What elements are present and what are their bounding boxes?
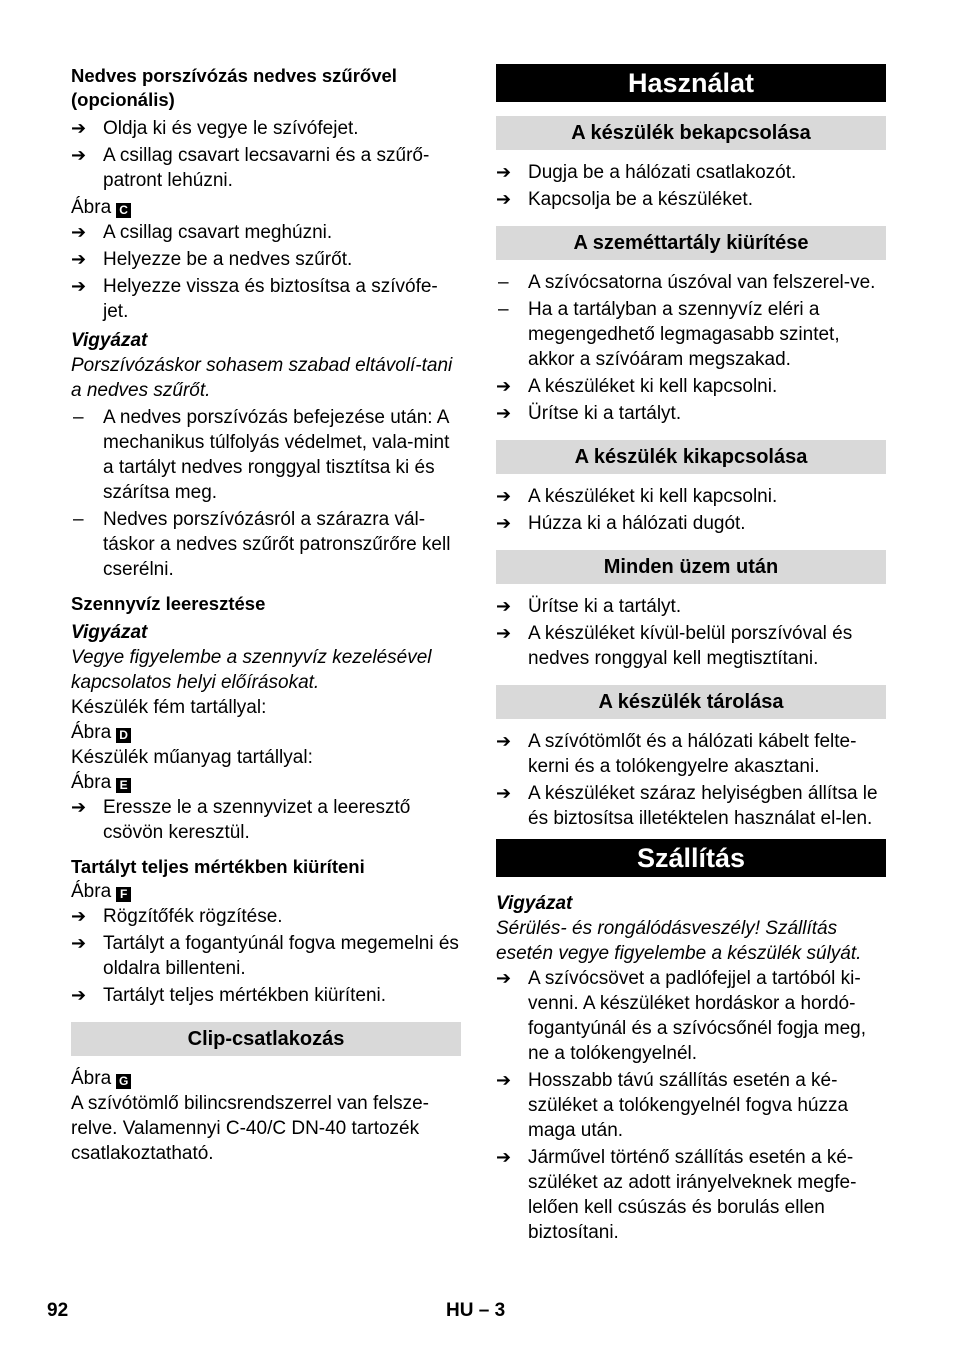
clip-heading: Clip-csatlakozás <box>71 1022 461 1056</box>
arrow-icon: ➔ <box>496 376 512 396</box>
list-item: ➔ Helyezze be a nedves szűrőt. <box>71 249 353 270</box>
arrow-icon: ➔ <box>496 486 512 506</box>
caution-text: Vegye figyelembe a szennyvíz kezelésével kapcsolatos helyi előírásokat. <box>71 647 432 693</box>
storage-heading: A készülék tárolása <box>496 685 886 719</box>
caution-label: Vigyázat <box>71 622 148 643</box>
arrow-icon: ➔ <box>496 1070 512 1090</box>
caution-text: Porszívózáskor sohasem szabad eltávolí-tani a nedves szűrőt. <box>71 355 453 401</box>
arrow-icon: ➔ <box>71 933 87 953</box>
list-item: ➔ A szívócsövet a padlófejjel a tartóból ki-venni. A készüléket hordáskor a hordó-fogantyúnál és a szívócsőnél fogja meg, ne a tolókengyelnél. <box>496 968 866 1064</box>
list-item: ➔ A készüléket ki kell kapcsolni. <box>496 376 778 397</box>
list-item: ➔ Húzza ki a hálózati dugót. <box>496 513 746 534</box>
arrow-icon: ➔ <box>496 596 512 616</box>
arrow-icon: ➔ <box>496 162 512 182</box>
metal-tank-text: Készülék fém tartállyal: <box>71 697 267 718</box>
list-item: ➔ Helyezze vissza és biztosítsa a szívófe-jet. <box>71 276 438 322</box>
figure-ref: Ábra G <box>71 1066 461 1091</box>
list-item: ➔ A készüléket ki kell kapcsolni. <box>496 486 778 507</box>
list-item: ➔ Járművel történő szállítás esetén a ké-szüléket az adott irányelveknek megfe-lelően kell csúszás és borulás ellen biztosítani. <box>496 1147 857 1243</box>
arrow-icon: ➔ <box>71 145 87 165</box>
list-item: ➔ Tartályt a fogantyúnál fogva megemelni és oldalra billenteni. <box>71 933 459 979</box>
page-number: 92 <box>47 1300 69 1321</box>
list-item: ➔ Oldja ki és vegye le szívófejet. <box>71 118 359 139</box>
arrow-icon: ➔ <box>496 513 512 533</box>
list-item: ➔ Ürítse ki a tartályt. <box>496 403 682 424</box>
dash-icon: – <box>73 509 84 530</box>
dash-icon: – <box>498 299 509 320</box>
right-column <box>496 64 886 1247</box>
left-column <box>71 64 461 1166</box>
use-section-title: Használat <box>496 64 886 102</box>
list-item: ➔ Hosszabb távú szállítás esetén a ké-szüléket a tolókengyelnél fogva húzza maga után. <box>496 1070 849 1141</box>
arrow-icon: ➔ <box>496 968 512 988</box>
transport-section-title: Szállítás <box>496 839 886 877</box>
after-operation-heading: Minden üzem után <box>496 550 886 584</box>
list-item: ➔ Ürítse ki a tartályt. <box>496 596 682 617</box>
list-item: ➔ A szívótömlőt és a hálózati kábelt felte-kerni és a tolókengyelre akasztani. <box>496 731 857 777</box>
arrow-icon: ➔ <box>496 403 512 423</box>
switch-on-heading: A készülék bekapcsolása <box>496 116 886 150</box>
caution-label: Vigyázat <box>496 893 573 914</box>
arrow-icon: ➔ <box>71 118 87 138</box>
arrow-icon: ➔ <box>71 985 87 1005</box>
list-item: ➔ A csillag csavart lecsavarni és a szűrő-patront lehúzni. <box>71 145 430 191</box>
arrow-icon: ➔ <box>71 797 87 817</box>
figure-ref: Ábra D <box>71 720 461 745</box>
list-item: – A szívócsatorna úszóval van felszerel-ve. <box>498 272 876 293</box>
drain-heading: Szennyvíz leeresztése <box>71 593 266 614</box>
caution-label: Vigyázat <box>71 330 148 351</box>
arrow-icon: ➔ <box>71 276 87 296</box>
list-item: ➔ Rögzítőfék rögzítése. <box>71 906 283 927</box>
arrow-icon: ➔ <box>496 731 512 751</box>
language-page-label: HU – 3 <box>446 1300 506 1321</box>
switch-off-heading: A készülék kikapcsolása <box>496 440 886 474</box>
figure-c-badge: C <box>116 203 131 218</box>
list-item: ➔ A csillag csavart meghúzni. <box>71 222 333 243</box>
list-item: ➔ Tartályt teljes mértékben kiüríteni. <box>71 985 387 1006</box>
list-item: ➔ A készüléket kívül-belül porszívóval és nedves ronggyal kell megtisztítani. <box>496 623 853 669</box>
plastic-tank-text: Készülék műanyag tartállyal: <box>71 747 313 768</box>
figure-g-badge: G <box>116 1074 131 1089</box>
list-item: ➔ Eressze le a szennyvizet a leeresztő csövön keresztül. <box>71 797 411 843</box>
arrow-icon: ➔ <box>71 906 87 926</box>
wet-filter-heading: Nedves porszívózás nedves szűrővel (opcionális) <box>71 65 397 110</box>
arrow-icon: ➔ <box>71 222 87 242</box>
list-item: – Ha a tartályban a szennyvíz eléri a megengedhető legmagasabb szintet, akkor a szívóáram megszakad. <box>498 299 840 370</box>
dash-icon: – <box>498 272 509 293</box>
list-item: – Nedves porszívózásról a szárazra vál-táskor a nedves szűrőt patronszűrőre kell cserélni. <box>73 509 451 580</box>
arrow-icon: ➔ <box>71 249 87 269</box>
dash-icon: – <box>73 407 84 428</box>
list-item: ➔ Dugja be a hálózati csatlakozót. <box>496 162 797 183</box>
list-item: ➔ Kapcsolja be a készüléket. <box>496 189 753 210</box>
empty-tank-heading: Tartályt teljes mértékben kiüríteni <box>71 856 365 877</box>
figure-ref: Ábra E <box>71 770 461 795</box>
caution-text: Sérülés- és rongálódásveszély! Szállítás esetén vegye figyelembe a készülék súlyát. <box>496 918 862 964</box>
list-item: – A nedves porszívózás befejezése után: A mechanikus túlfolyás védelmet, vala-mint a tartályt nedves ronggyal tisztítsa ki és szárítsa meg. <box>73 407 450 503</box>
figure-d-badge: D <box>116 728 131 743</box>
empty-container-heading: A szeméttartály kiürítése <box>496 226 886 260</box>
list-item: ➔ A készüléket száraz helyiségben állítsa le és biztosítsa illetéktelen használat el-len. <box>496 783 878 829</box>
figure-f-badge: F <box>116 887 131 902</box>
figure-ref: Ábra C <box>71 195 461 220</box>
arrow-icon: ➔ <box>496 783 512 803</box>
arrow-icon: ➔ <box>496 189 512 209</box>
arrow-icon: ➔ <box>496 623 512 643</box>
figure-e-badge: E <box>116 778 131 793</box>
arrow-icon: ➔ <box>496 1147 512 1167</box>
figure-ref: Ábra F <box>71 879 461 904</box>
clip-text: A szívótömlő bilincsrendszerrel van felsze-relve. Valamennyi C-40/C DN-40 tartozék csatlakoztatható. <box>71 1093 429 1164</box>
